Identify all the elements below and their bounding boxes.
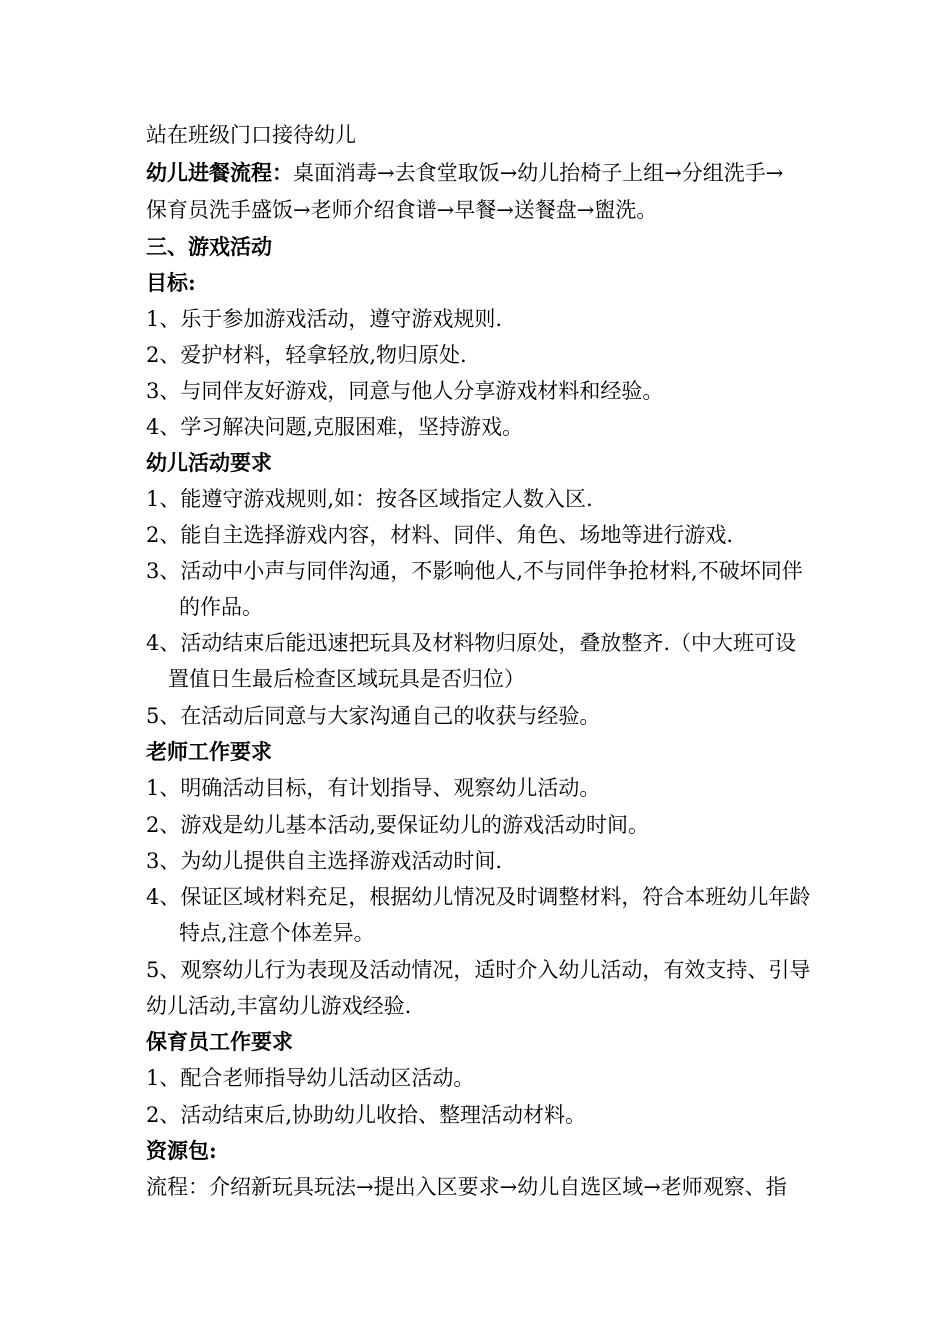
list-item-continuation: 的作品。 [179, 595, 263, 619]
list-item: 2、能自主选择游戏内容，材料、同伴、角色、场地等进行游戏. [146, 523, 734, 547]
text-line: 站在班级门口接待幼儿 [146, 123, 356, 147]
text-line-meal-process [146, 158, 852, 188]
subheading-resource-pack: 资源包: [146, 1138, 217, 1163]
meal-process-label: 幼儿进餐流程： [146, 160, 293, 185]
list-item-continuation: 幼儿活动,丰富幼儿游戏经验. [146, 994, 412, 1018]
list-item-continuation: 特点,注意个体差异。 [179, 921, 375, 945]
list-item: 1、配合老师指导幼儿活动区活动。 [146, 1066, 475, 1090]
subheading-child-requirements: 幼儿活动要求 [146, 450, 272, 475]
text-line-process: 流程：介绍新玩具玩法→提出入区要求→幼儿自选区域→老师观察、指 [146, 1175, 787, 1199]
list-item: 1、乐于参加游戏活动，遵守游戏规则. [146, 307, 503, 331]
list-item: 2、爱护材料，轻拿轻放,物归原处. [146, 343, 467, 367]
meal-process-text: 桌面消毒→去食堂取饭→幼儿抬椅子上组→分组洗手→ [293, 161, 784, 185]
list-item: 2、活动结束后,协助幼儿收拾、整理活动材料。 [146, 1103, 587, 1127]
list-item: 1、能遵守游戏规则,如：按各区域指定人数入区. [146, 487, 593, 511]
list-item: 3、活动中小声与同伴沟通，不影响他人,不与同伴争抢材料,不破坏同伴 [146, 559, 803, 583]
list-item: 4、保证区域材料充足，根据幼儿情况及时调整材料，符合本班幼儿年龄 [146, 885, 811, 909]
list-item-continuation: 置值日生最后检查区域玩具是否归位） [168, 667, 525, 691]
subheading-teacher-requirements: 老师工作要求 [146, 739, 272, 764]
subheading-caregiver-requirements: 保育员工作要求 [146, 1029, 293, 1054]
text-line: 保育员洗手盛饭→老师介绍食谱→早餐→送餐盘→盥洗。 [146, 198, 658, 222]
list-item: 4、活动结束后能迅速把玩具及材料物归原处，叠放整齐.（中大班可设 [146, 631, 797, 655]
list-item: 3、与同伴友好游戏，同意与他人分享游戏材料和经验。 [146, 379, 664, 403]
list-item: 5、在活动后同意与大家沟通自己的收获与经验。 [146, 704, 601, 728]
subheading-goals: 目标: [146, 270, 196, 295]
list-item: 3、为幼儿提供自主选择游戏活动时间. [146, 849, 503, 873]
list-item: 4、学习解决问题,克服困难，坚持游戏。 [146, 415, 524, 439]
list-item: 2、游戏是幼儿基本活动,要保证幼儿的游戏活动时间。 [146, 813, 650, 837]
list-item: 5、观察幼儿行为表现及活动情况，适时介入幼儿活动，有效支持、引导 [146, 958, 811, 982]
list-item: 1、明确活动目标，有计划指导、观察幼儿活动。 [146, 776, 601, 800]
section-heading-game-activity: 三、游戏活动 [146, 234, 272, 259]
